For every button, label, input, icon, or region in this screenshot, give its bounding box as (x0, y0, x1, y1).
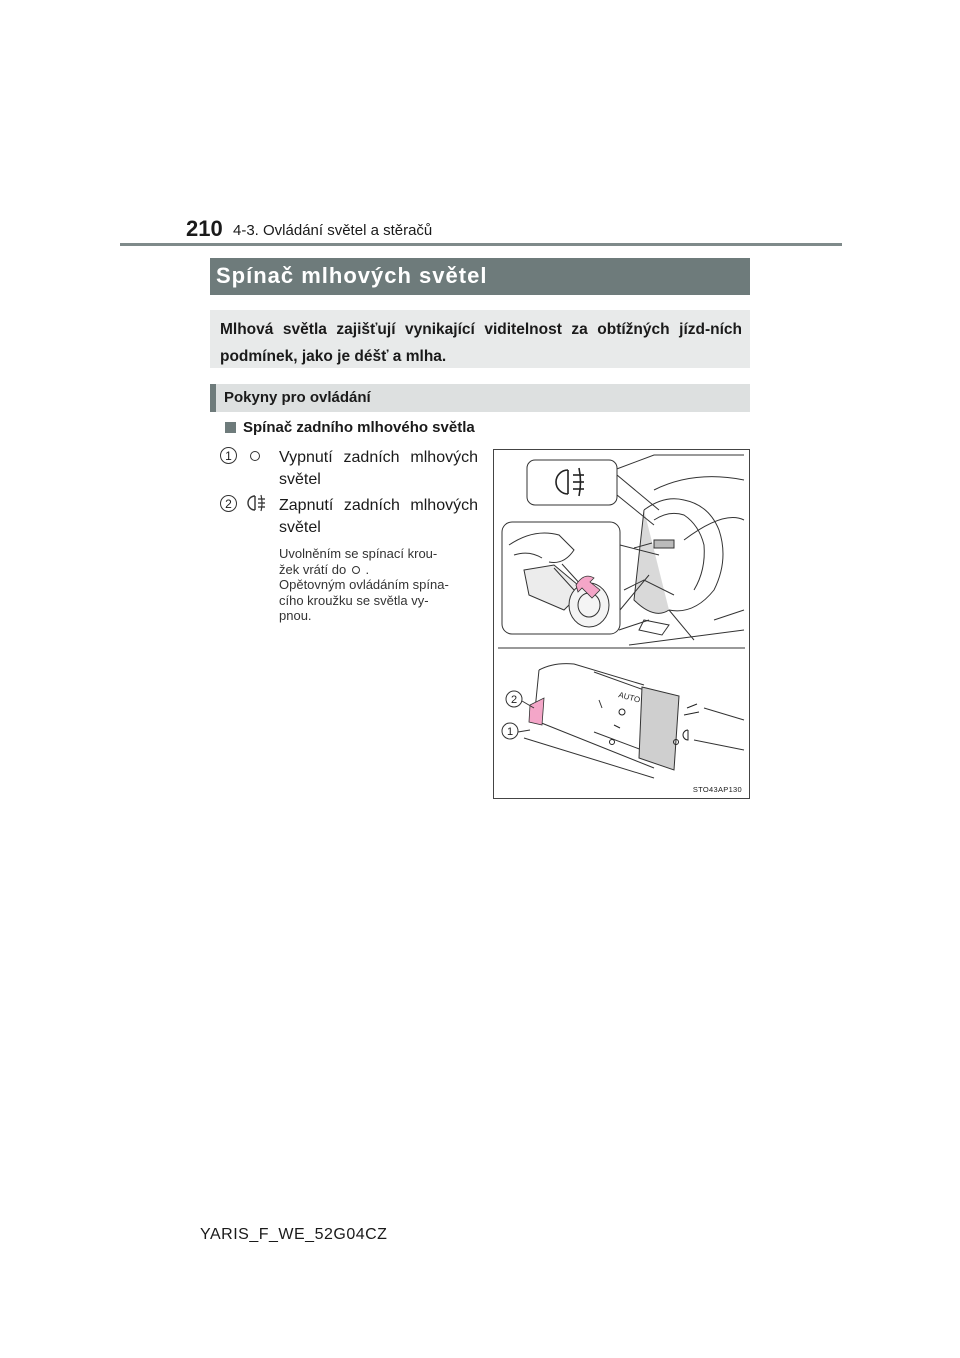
step-2-text: Zapnutí zadních mlhových světel (279, 497, 478, 536)
step-1-text: Vypnutí zadních mlhových světel (279, 449, 478, 488)
note-text-before-icon: žek vrátí do (279, 561, 347, 577)
subheading-accent (210, 384, 216, 412)
lever-auto-label: AUTO (617, 690, 642, 705)
page-number: 210 (186, 216, 223, 241)
subheading: Pokyny pro ovládání (224, 389, 371, 406)
header-divider (120, 243, 842, 246)
illustration-code: STO43AP130 (692, 785, 742, 794)
main-heading: Spínač mlhových světel (216, 263, 488, 288)
intro-text: Mlhová světla zajišťují vynikající viditelnost za obtížných jízd-ních podmínek, jako je déšť a mlha. (220, 321, 742, 365)
note-line: Opětovným ovládáním spína- (279, 577, 449, 592)
off-circle-icon (352, 566, 360, 574)
topic-heading: Spínač zadního mlhového světla (243, 419, 475, 436)
fog-light-switch-illustration (493, 449, 750, 799)
step-number-2: 2 (220, 495, 237, 512)
operation-note (279, 546, 476, 624)
note-line: pnou. (279, 608, 312, 623)
note-line: Uvolněním se spínací krou- (279, 546, 438, 561)
step-number-1: 1 (220, 447, 237, 464)
callout-label-1: 1 (506, 726, 514, 738)
note-line: cího kroužku se světla vy- (279, 592, 429, 608)
callout-label-2: 2 (510, 694, 518, 706)
section-title: 4-3. Ovládání světel a stěračů (233, 222, 433, 239)
illustration-drawing (494, 450, 749, 798)
off-circle-icon (250, 451, 260, 461)
note-line (279, 562, 476, 578)
document-code: YARIS_F_WE_52G04CZ (200, 1226, 388, 1243)
note-text-after-icon: . (365, 561, 370, 577)
bullet-square-icon (225, 422, 236, 433)
rear-fog-light-icon (246, 493, 266, 513)
